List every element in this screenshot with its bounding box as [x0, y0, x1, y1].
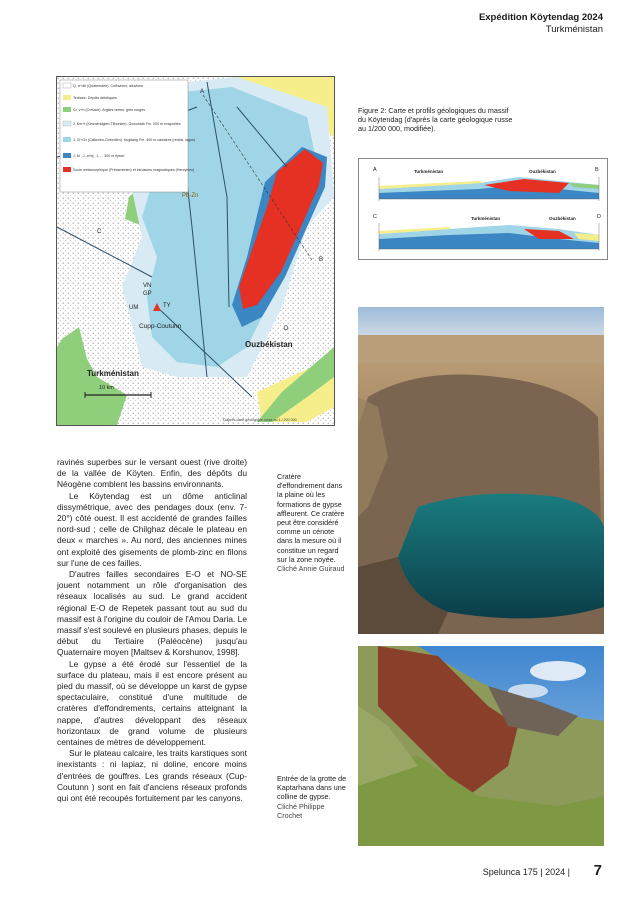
profile-bottom-country2: Ouzbékistan	[549, 216, 576, 221]
figure2-caption: Figure 2: Carte et profils géologiques du massif du Köytendag (d'après la carte géologique russe au 1/200 000, modifiée).	[358, 106, 513, 133]
legend-label-6: Socle métamorphique (Précambrien) et intrusions magmatiques (Hercynien)	[73, 168, 195, 172]
caption-photo1-text: Cratère d'effondrement dans la plaine où les formations de gypse affleurent. Ce cratère peut être considéré comme un cénote dans la mesure où il constitue un regard sur la zone noyée.	[277, 472, 345, 564]
body-paragraph: Sur le plateau calcaire, les traits karstiques sont inexistants : ni lapiaz, ni doline, encore moins d'entrées de gouffres. Les grands réseaux (Cup-Coutunn ) sont en fait d'anciens réseaux profonds qui ont été recoupés fortuitement par les canyons.	[57, 748, 247, 804]
profile-top-right: B	[595, 167, 599, 173]
map-label-d: D	[284, 326, 289, 332]
legend-label-3: J, Km+t (Kimméridgien-Tithonien). Gowurdak Fm. 200 m évaporites	[73, 122, 181, 126]
map-label-um: UM	[129, 305, 139, 311]
geological-profiles	[358, 158, 608, 260]
article-body	[57, 457, 247, 804]
caption-photo2-text: Entrée de la grotte de Kaptarhana dans une colline de gypse.	[277, 774, 347, 802]
photo-collapse-crater	[358, 307, 604, 634]
body-paragraph: D'autres failles secondaires E-O et NO-SE jouent notamment un rôle d'organisation des réseaux localisés au sud. Le grand accident régional E-O de Repetek passant tout au sud du massif est à l'origine du couloir de l'Amou Daria. Le massif s'est soulevé en plusieurs phases, depuis le début du Tertiaire (Paléocène) jusqu'au Quaternaire moyen [Maltsev & Korshunov, 1998].	[57, 569, 247, 658]
profile-top-country2: Ouzbékistan	[529, 169, 556, 174]
page-number: 7	[593, 862, 602, 879]
map-label-ty: TY	[163, 303, 171, 309]
legend-label-2: Cr, v+h (Crétacé). Argiles vertes, grès rouges	[73, 108, 146, 112]
map-label-c: C	[97, 229, 102, 235]
map-label-turkmenistan: Turkménistan	[87, 369, 139, 378]
photo-kaptarhana-entrance	[358, 646, 604, 846]
profile-bottom-country1: Turkménistan	[471, 216, 501, 221]
body-paragraph: Le Köytendag est un dôme anticlinal dissymétrique, avec des pendages doux (env. 7-20°) côté ouest. Il est accidenté de grandes failles nord-sud ; celle de Chilghaz décale le plateau en deux « marches ». Au nord, des anciennes mines ont exploité des gisements de plomb-zinc en filons sur l'une de ces failles.	[57, 490, 247, 568]
map-scale-label: 10 km	[99, 385, 114, 391]
map-label-b: B	[319, 257, 324, 263]
legend-label-5: J, bt ; J, a+bj ; J, ... 300 m flysch	[73, 154, 125, 158]
map-label-pbzn: Pb-Zn	[182, 193, 199, 199]
legend-label-0: Q, tr+db (Quaternaire). Colluvions, alluvions	[73, 84, 144, 88]
legend-label-4: J, Cl+Ox (Callovien-Oxfordien). Kugitang Fm. 400 m calcaires (récifal, lagon)	[73, 138, 196, 142]
map-label-vn: VN	[143, 283, 152, 289]
legend-label-1: Tertiaire. Dépôts détritiques	[73, 96, 117, 100]
map-source: D'après carte géologique russe au 1 / 200 000	[223, 418, 297, 422]
profile-top-left: A	[373, 167, 377, 173]
profile-top-section	[379, 177, 599, 201]
running-header-subtitle: Turkménistan	[545, 24, 603, 35]
body-paragraph: Le gypse a été érodé sur l'essentiel de la surface du plateau, mais il est encore présent au pied du massif, où se développe un karst de gypse spectaculaire, constitué d'une multitude de cratères d'effondrements, certains atteignant la nappe, d'autres développant des réseaux horizontaux de grand volume de plusieurs centaines de mètres de développement.	[57, 658, 247, 748]
profile-bottom-right: D	[597, 214, 601, 220]
profile-bottom-left: C	[373, 214, 377, 220]
profile-top-country1: Turkménistan	[414, 169, 444, 174]
geological-map	[56, 76, 335, 426]
map-label-gp: GP	[143, 291, 152, 297]
caption-photo1-credit: Cliché Annie Guiraud	[277, 564, 345, 574]
body-paragraph: ravinés superbes sur le versant ouest (rive droite) de la vallée de Köyten. Enfin, des dépôts du Néogène comblent les bassins environnants.	[57, 457, 247, 490]
caption-photo2-credit: Cliché Philippe Crochet	[277, 801, 325, 820]
map-label-ouzbekistan: Ouzbékistan	[245, 340, 293, 349]
footer-journal: Spelunca 175 | 2024 |	[482, 867, 570, 877]
caption-photo2	[277, 774, 347, 820]
caption-photo1	[277, 472, 347, 573]
map-label-a: A	[200, 89, 205, 95]
profile-bottom-section	[379, 223, 599, 251]
running-header-title: Expédition Köytendag 2024	[478, 12, 603, 23]
map-label-cupp: Cupp-Coutunn	[139, 323, 182, 330]
